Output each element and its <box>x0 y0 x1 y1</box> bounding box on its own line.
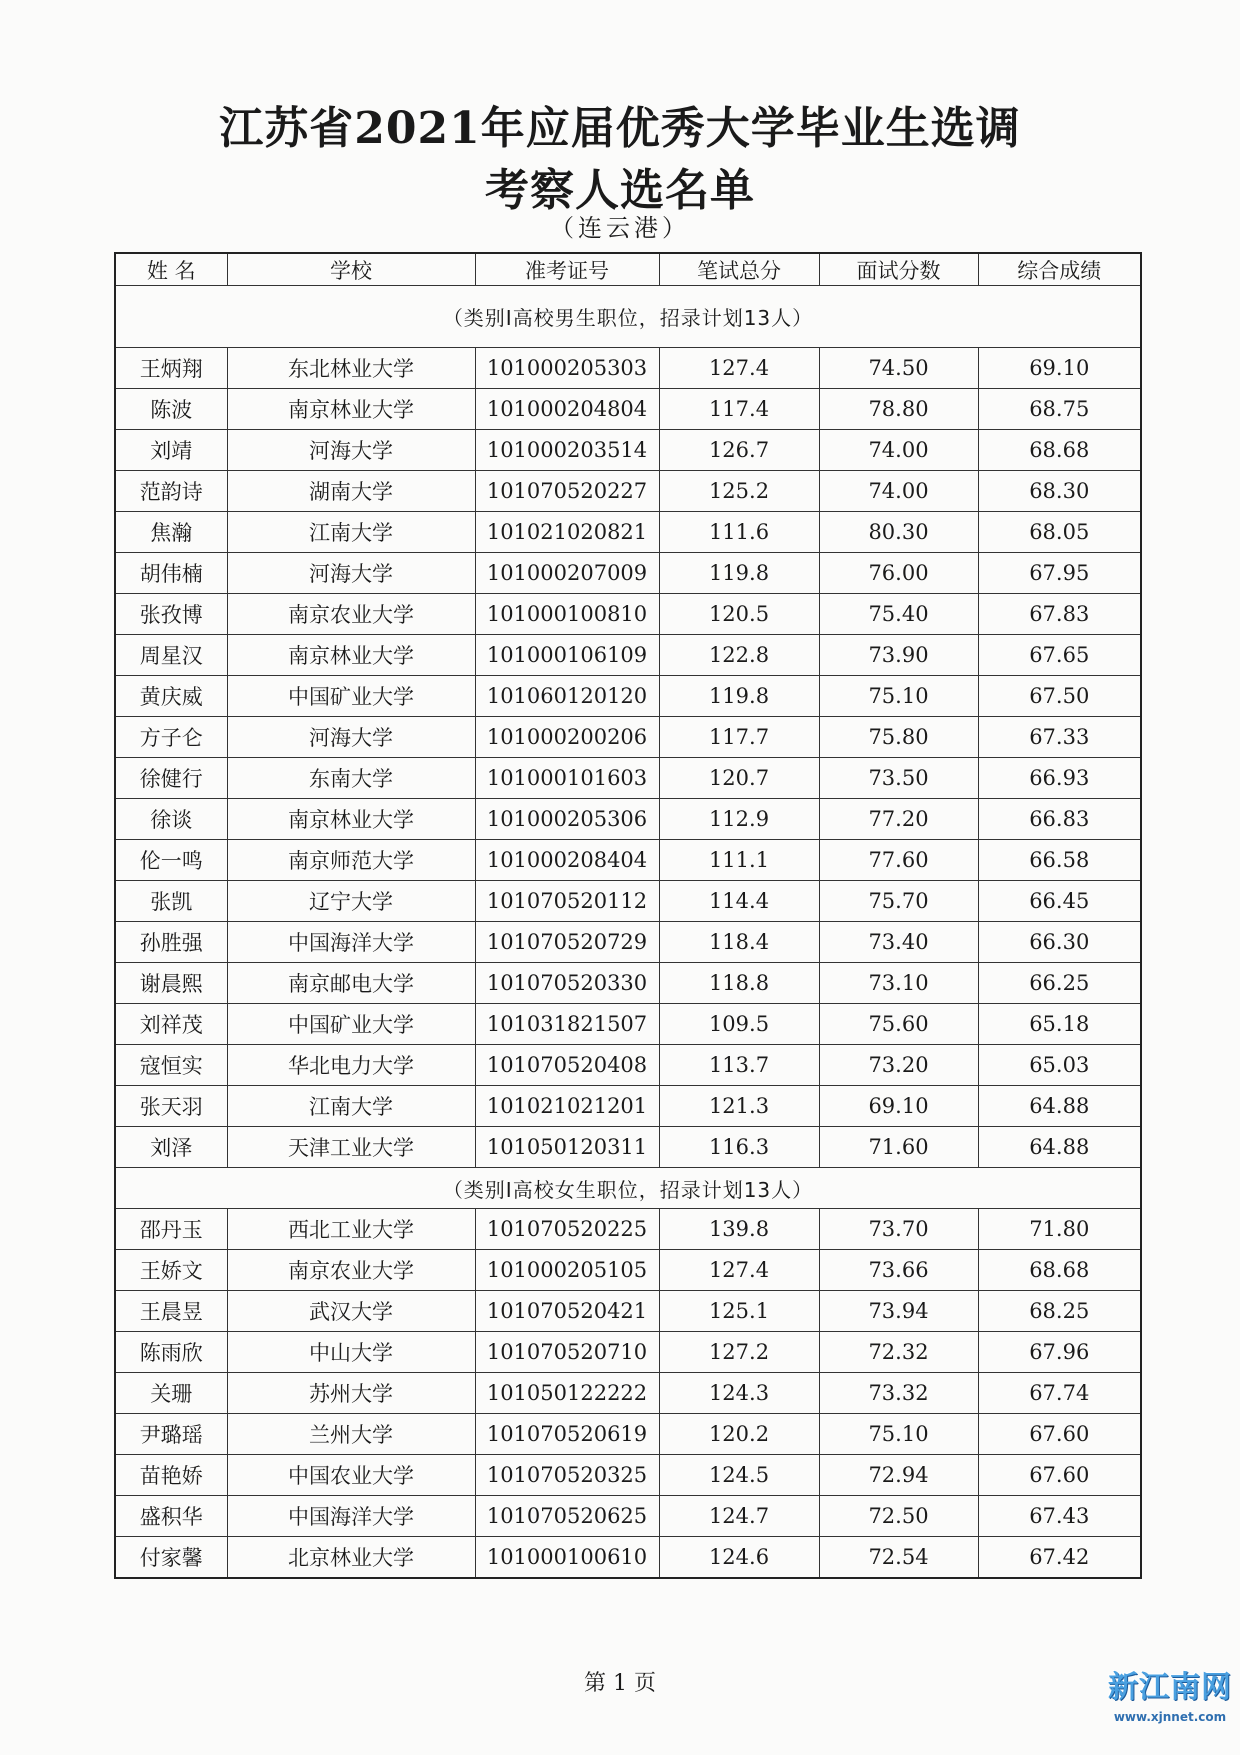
cell-school: 西北工业大学 <box>227 1209 475 1250</box>
cell-total-score: 66.30 <box>978 922 1141 963</box>
cell-total-score: 64.88 <box>978 1127 1141 1168</box>
cell-interview-score: 76.00 <box>819 553 978 594</box>
cell-interview-score: 73.50 <box>819 758 978 799</box>
table-row <box>115 389 1141 430</box>
cell-interview-score: 78.80 <box>819 389 978 430</box>
cell-written-score: 126.7 <box>659 430 819 471</box>
cell-written-score: 121.3 <box>659 1086 819 1127</box>
cell-name: 陈雨欣 <box>115 1332 227 1373</box>
cell-name: 谢晨熙 <box>115 963 227 1004</box>
cell-exam-id: 101070520227 <box>475 471 659 512</box>
cell-exam-id: 101070520325 <box>475 1455 659 1496</box>
cell-interview-score: 75.80 <box>819 717 978 758</box>
cell-exam-id: 101070520710 <box>475 1332 659 1373</box>
watermark-text: 新江南网 <box>1108 1670 1232 1705</box>
cell-interview-score: 74.00 <box>819 471 978 512</box>
cell-school: 北京林业大学 <box>227 1537 475 1579</box>
cell-interview-score: 73.40 <box>819 922 978 963</box>
cell-exam-id: 101000100610 <box>475 1537 659 1579</box>
cell-interview-score: 72.94 <box>819 1455 978 1496</box>
cell-interview-score: 75.70 <box>819 881 978 922</box>
cell-interview-score: 73.70 <box>819 1209 978 1250</box>
cell-name: 徐谈 <box>115 799 227 840</box>
cell-school: 华北电力大学 <box>227 1045 475 1086</box>
cell-written-score: 120.2 <box>659 1414 819 1455</box>
cell-written-score: 119.8 <box>659 553 819 594</box>
table-row <box>115 1291 1141 1332</box>
cell-school: 南京邮电大学 <box>227 963 475 1004</box>
cell-written-score: 117.4 <box>659 389 819 430</box>
cell-written-score: 139.8 <box>659 1209 819 1250</box>
cell-written-score: 114.4 <box>659 881 819 922</box>
cell-written-score: 118.8 <box>659 963 819 1004</box>
cell-school: 中国矿业大学 <box>227 1004 475 1045</box>
table-row <box>115 676 1141 717</box>
cell-total-score: 66.58 <box>978 840 1141 881</box>
cell-interview-score: 75.40 <box>819 594 978 635</box>
cell-school: 南京师范大学 <box>227 840 475 881</box>
page-number: 第 1 页 <box>584 1671 656 1696</box>
cell-exam-id: 101050120311 <box>475 1127 659 1168</box>
cell-total-score: 66.45 <box>978 881 1141 922</box>
table-row <box>115 922 1141 963</box>
cell-exam-id: 101000106109 <box>475 635 659 676</box>
cell-written-score: 127.4 <box>659 348 819 389</box>
cell-interview-score: 72.32 <box>819 1332 978 1373</box>
cell-written-score: 124.6 <box>659 1537 819 1579</box>
section-label: （类别Ⅰ高校女生职位，招录计划13人） <box>115 1168 1141 1209</box>
cell-written-score: 109.5 <box>659 1004 819 1045</box>
cell-name: 刘靖 <box>115 430 227 471</box>
cell-total-score: 68.75 <box>978 389 1141 430</box>
cell-total-score: 68.05 <box>978 512 1141 553</box>
cell-name: 徐健行 <box>115 758 227 799</box>
table-row <box>115 1373 1141 1414</box>
cell-exam-id: 101000205105 <box>475 1250 659 1291</box>
cell-exam-id: 101021020821 <box>475 512 659 553</box>
cell-interview-score: 73.20 <box>819 1045 978 1086</box>
table-row <box>115 594 1141 635</box>
table-row <box>115 1496 1141 1537</box>
cell-exam-id: 101000203514 <box>475 430 659 471</box>
cell-interview-score: 77.20 <box>819 799 978 840</box>
table-row <box>115 1045 1141 1086</box>
cell-written-score: 111.1 <box>659 840 819 881</box>
cell-interview-score: 75.60 <box>819 1004 978 1045</box>
cell-exam-id: 101000204804 <box>475 389 659 430</box>
cell-name: 王炳翔 <box>115 348 227 389</box>
cell-name: 黄庆威 <box>115 676 227 717</box>
document-title-line1: 江苏省2021年应届优秀大学毕业生选调 <box>219 103 1021 154</box>
header-name: 姓 名 <box>115 253 227 286</box>
cell-school: 南京林业大学 <box>227 799 475 840</box>
table-row <box>115 635 1141 676</box>
table-row <box>115 1250 1141 1291</box>
table-row <box>115 717 1141 758</box>
cell-school: 河海大学 <box>227 553 475 594</box>
header-exam-id: 准考证号 <box>475 253 659 286</box>
site-watermark-logo <box>1108 1650 1232 1742</box>
header-written-score: 笔试总分 <box>659 253 819 286</box>
table-row <box>115 348 1141 389</box>
cell-name: 付家馨 <box>115 1537 227 1579</box>
cell-total-score: 65.18 <box>978 1004 1141 1045</box>
cell-name: 苗艳娇 <box>115 1455 227 1496</box>
cell-interview-score: 73.90 <box>819 635 978 676</box>
cell-name: 范韵诗 <box>115 471 227 512</box>
cell-total-score: 69.10 <box>978 348 1141 389</box>
cell-exam-id: 101000208404 <box>475 840 659 881</box>
cell-name: 胡伟楠 <box>115 553 227 594</box>
cell-exam-id: 101000101603 <box>475 758 659 799</box>
table-row <box>115 1086 1141 1127</box>
cell-school: 东北林业大学 <box>227 348 475 389</box>
section-header-row <box>115 286 1141 348</box>
table-row <box>115 799 1141 840</box>
cell-school: 江南大学 <box>227 1086 475 1127</box>
cell-interview-score: 69.10 <box>819 1086 978 1127</box>
cell-name: 周星汉 <box>115 635 227 676</box>
cell-total-score: 68.25 <box>978 1291 1141 1332</box>
table-row <box>115 1414 1141 1455</box>
section-header-row <box>115 1168 1141 1209</box>
candidate-table <box>114 252 1142 1579</box>
cell-written-score: 116.3 <box>659 1127 819 1168</box>
cell-written-score: 125.1 <box>659 1291 819 1332</box>
cell-exam-id: 101070520619 <box>475 1414 659 1455</box>
cell-school: 苏州大学 <box>227 1373 475 1414</box>
cell-name: 寇恒实 <box>115 1045 227 1086</box>
table-row <box>115 963 1141 1004</box>
cell-total-score: 68.68 <box>978 1250 1141 1291</box>
cell-written-score: 118.4 <box>659 922 819 963</box>
cell-interview-score: 74.50 <box>819 348 978 389</box>
cell-school: 中国矿业大学 <box>227 676 475 717</box>
cell-exam-id: 101000207009 <box>475 553 659 594</box>
cell-school: 南京林业大学 <box>227 389 475 430</box>
cell-school: 湖南大学 <box>227 471 475 512</box>
cell-interview-score: 75.10 <box>819 1414 978 1455</box>
cell-interview-score: 77.60 <box>819 840 978 881</box>
cell-written-score: 112.9 <box>659 799 819 840</box>
document-title-line2: 考察人选名单 <box>485 165 755 216</box>
cell-exam-id: 101070520225 <box>475 1209 659 1250</box>
cell-total-score: 67.65 <box>978 635 1141 676</box>
cell-school: 河海大学 <box>227 717 475 758</box>
cell-written-score: 124.5 <box>659 1455 819 1496</box>
table-row <box>115 758 1141 799</box>
cell-name: 刘祥茂 <box>115 1004 227 1045</box>
cell-interview-score: 73.94 <box>819 1291 978 1332</box>
cell-name: 焦瀚 <box>115 512 227 553</box>
cell-total-score: 67.96 <box>978 1332 1141 1373</box>
cell-name: 尹璐瑶 <box>115 1414 227 1455</box>
table-row <box>115 1455 1141 1496</box>
cell-written-score: 120.7 <box>659 758 819 799</box>
table-row <box>115 1332 1141 1373</box>
cell-name: 张孜博 <box>115 594 227 635</box>
cell-exam-id: 101000205306 <box>475 799 659 840</box>
cell-exam-id: 101031821507 <box>475 1004 659 1045</box>
cell-name: 邵丹玉 <box>115 1209 227 1250</box>
cell-exam-id: 101070520421 <box>475 1291 659 1332</box>
cell-school: 中国海洋大学 <box>227 922 475 963</box>
cell-total-score: 67.83 <box>978 594 1141 635</box>
watermark-url: www.xjnnet.com <box>1113 1710 1227 1724</box>
cell-school: 南京林业大学 <box>227 635 475 676</box>
cell-written-score: 117.7 <box>659 717 819 758</box>
cell-total-score: 67.33 <box>978 717 1141 758</box>
cell-written-score: 122.8 <box>659 635 819 676</box>
cell-total-score: 67.42 <box>978 1537 1141 1579</box>
cell-interview-score: 75.10 <box>819 676 978 717</box>
header-school: 学校 <box>227 253 475 286</box>
cell-name: 张天羽 <box>115 1086 227 1127</box>
cell-name: 王娇文 <box>115 1250 227 1291</box>
cell-total-score: 67.50 <box>978 676 1141 717</box>
cell-exam-id: 101050122222 <box>475 1373 659 1414</box>
cell-name: 关珊 <box>115 1373 227 1414</box>
table-row <box>115 840 1141 881</box>
cell-name: 伦一鸣 <box>115 840 227 881</box>
cell-written-score: 120.5 <box>659 594 819 635</box>
cell-interview-score: 71.60 <box>819 1127 978 1168</box>
cell-exam-id: 101070520625 <box>475 1496 659 1537</box>
section-label: （类别Ⅰ高校男生职位，招录计划13人） <box>115 286 1141 348</box>
cell-name: 陈波 <box>115 389 227 430</box>
cell-exam-id: 101021021201 <box>475 1086 659 1127</box>
cell-school: 辽宁大学 <box>227 881 475 922</box>
cell-total-score: 67.60 <box>978 1414 1141 1455</box>
cell-total-score: 67.95 <box>978 553 1141 594</box>
cell-name: 方子仑 <box>115 717 227 758</box>
cell-school: 中国海洋大学 <box>227 1496 475 1537</box>
table-row <box>115 553 1141 594</box>
cell-written-score: 119.8 <box>659 676 819 717</box>
cell-school: 中国农业大学 <box>227 1455 475 1496</box>
cell-school: 河海大学 <box>227 430 475 471</box>
cell-total-score: 67.60 <box>978 1455 1141 1496</box>
cell-school: 武汉大学 <box>227 1291 475 1332</box>
cell-school: 天津工业大学 <box>227 1127 475 1168</box>
cell-total-score: 67.43 <box>978 1496 1141 1537</box>
table-row <box>115 1127 1141 1168</box>
header-interview-score: 面试分数 <box>819 253 978 286</box>
table-header-row <box>115 253 1141 286</box>
cell-interview-score: 72.54 <box>819 1537 978 1579</box>
cell-exam-id: 101000100810 <box>475 594 659 635</box>
cell-total-score: 67.74 <box>978 1373 1141 1414</box>
cell-interview-score: 73.10 <box>819 963 978 1004</box>
cell-total-score: 68.68 <box>978 430 1141 471</box>
cell-exam-id: 101070520112 <box>475 881 659 922</box>
cell-name: 盛积华 <box>115 1496 227 1537</box>
table-row <box>115 471 1141 512</box>
cell-interview-score: 73.32 <box>819 1373 978 1414</box>
cell-total-score: 68.30 <box>978 471 1141 512</box>
table-row <box>115 881 1141 922</box>
cell-written-score: 127.2 <box>659 1332 819 1373</box>
cell-interview-score: 74.00 <box>819 430 978 471</box>
cell-total-score: 66.93 <box>978 758 1141 799</box>
table-row <box>115 430 1141 471</box>
cell-written-score: 124.3 <box>659 1373 819 1414</box>
cell-written-score: 125.2 <box>659 471 819 512</box>
header-total-score: 综合成绩 <box>978 253 1141 286</box>
cell-written-score: 111.6 <box>659 512 819 553</box>
cell-name: 刘泽 <box>115 1127 227 1168</box>
cell-exam-id: 101070520408 <box>475 1045 659 1086</box>
cell-total-score: 64.88 <box>978 1086 1141 1127</box>
cell-school: 江南大学 <box>227 512 475 553</box>
cell-exam-id: 101070520330 <box>475 963 659 1004</box>
table-row <box>115 512 1141 553</box>
cell-interview-score: 80.30 <box>819 512 978 553</box>
cell-name: 张凯 <box>115 881 227 922</box>
cell-interview-score: 72.50 <box>819 1496 978 1537</box>
cell-exam-id: 101060120120 <box>475 676 659 717</box>
cell-total-score: 65.03 <box>978 1045 1141 1086</box>
cell-interview-score: 73.66 <box>819 1250 978 1291</box>
cell-exam-id: 101000200206 <box>475 717 659 758</box>
table-row <box>115 1209 1141 1250</box>
cell-school: 东南大学 <box>227 758 475 799</box>
document-subtitle: （连云港） <box>550 214 690 242</box>
cell-name: 王晨昱 <box>115 1291 227 1332</box>
cell-written-score: 113.7 <box>659 1045 819 1086</box>
table-row <box>115 1537 1141 1579</box>
cell-total-score: 66.25 <box>978 963 1141 1004</box>
cell-school: 南京农业大学 <box>227 1250 475 1291</box>
cell-name: 孙胜强 <box>115 922 227 963</box>
cell-exam-id: 101000205303 <box>475 348 659 389</box>
cell-total-score: 71.80 <box>978 1209 1141 1250</box>
cell-school: 兰州大学 <box>227 1414 475 1455</box>
cell-school: 南京农业大学 <box>227 594 475 635</box>
cell-total-score: 66.83 <box>978 799 1141 840</box>
table-body <box>115 286 1141 1579</box>
cell-school: 中山大学 <box>227 1332 475 1373</box>
cell-written-score: 127.4 <box>659 1250 819 1291</box>
cell-written-score: 124.7 <box>659 1496 819 1537</box>
cell-exam-id: 101070520729 <box>475 922 659 963</box>
table-row <box>115 1004 1141 1045</box>
